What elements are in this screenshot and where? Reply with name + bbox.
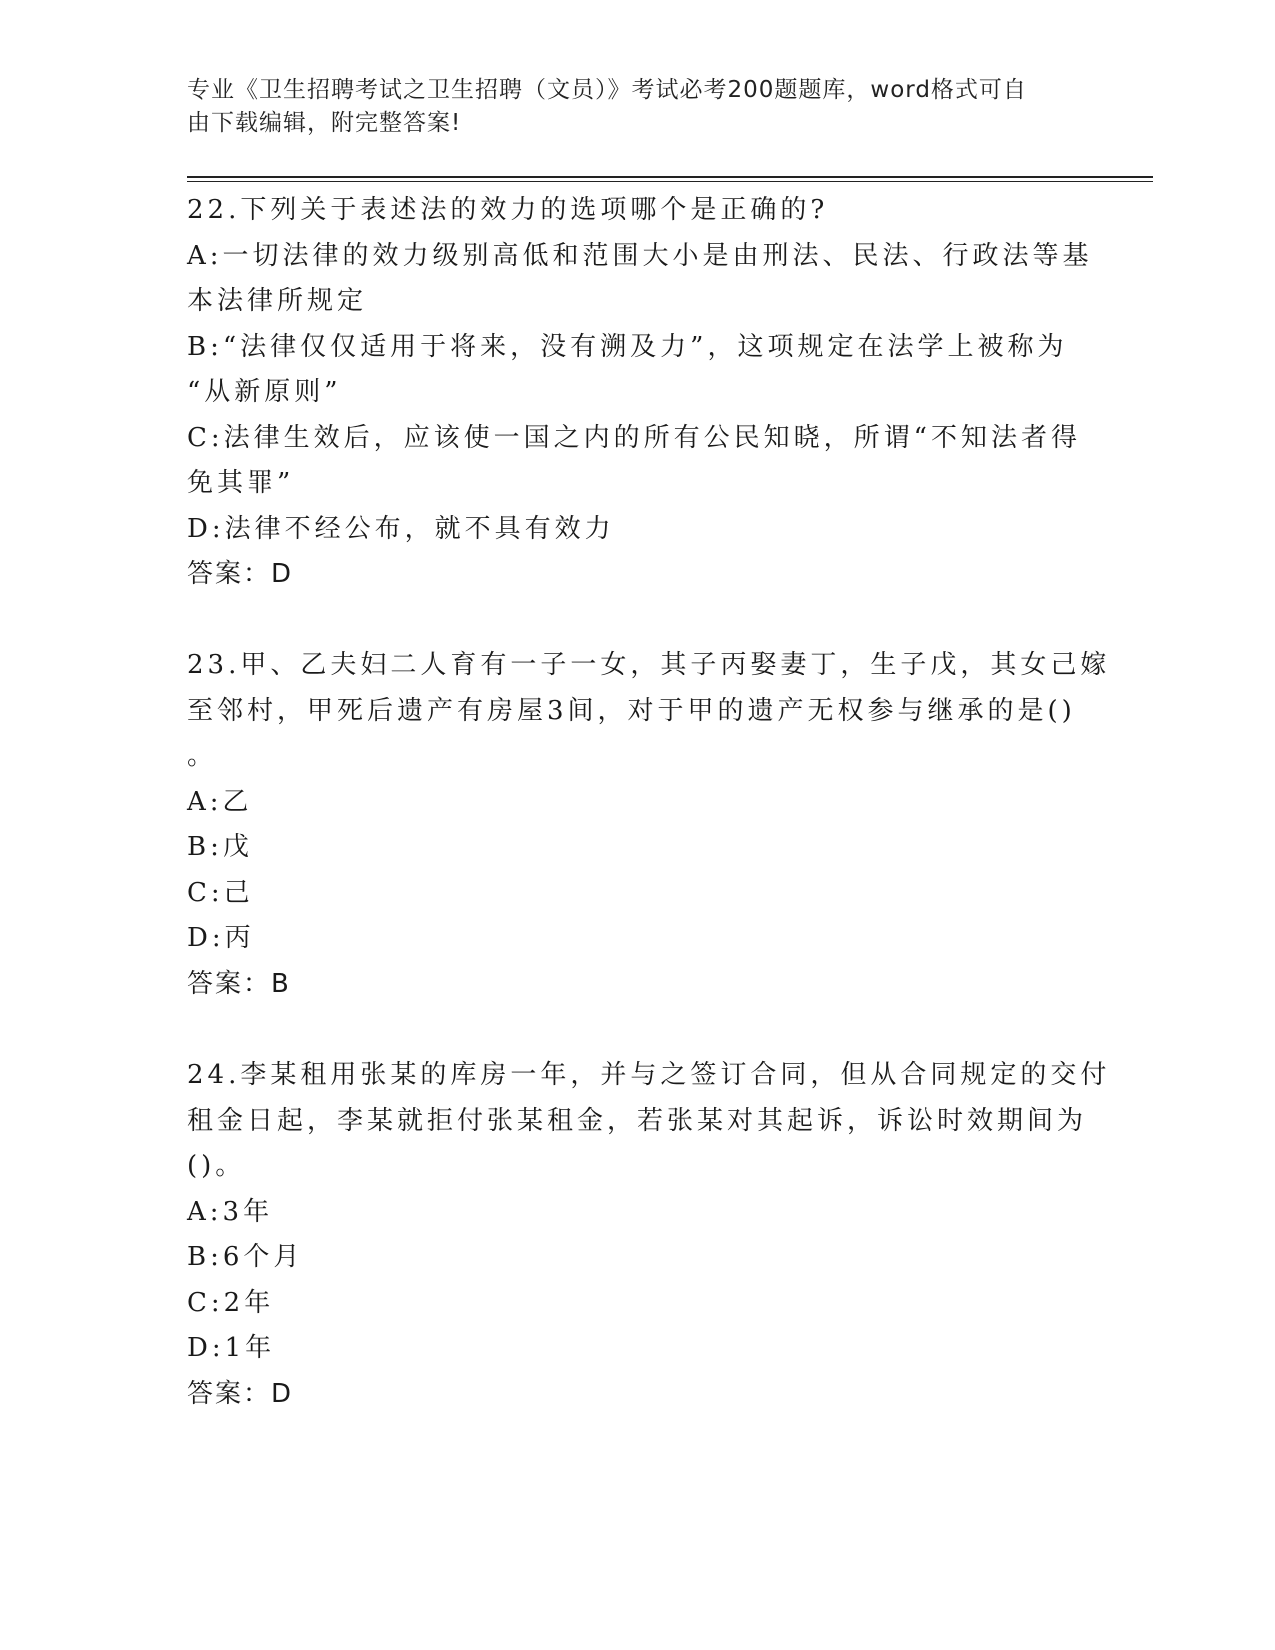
option-b: B:6个月 xyxy=(187,1242,304,1272)
header-divider-thin xyxy=(187,181,1153,182)
option-c: C:2年 xyxy=(187,1287,275,1318)
option-c: C:法律生效后，应该使一国之内的所有公民知晓，所谓“不知法者得 xyxy=(187,422,1081,453)
header-divider-thick xyxy=(187,176,1153,178)
option-b: B:戊 xyxy=(187,832,253,862)
header-line-2: 由下载编辑，附完整答案! xyxy=(187,110,462,136)
option-a: A:3年 xyxy=(187,1196,274,1227)
option-a-continued: 本法律所规定 xyxy=(187,286,368,316)
question-stem: 24.李某租用张某的库房一年，并与之签订合同，但从合同规定的交付 xyxy=(187,1060,1111,1090)
question-stem: 22.下列关于表述法的效力的选项哪个是正确的? xyxy=(187,195,829,225)
header-line-1: 专业《卫生招聘考试之卫生招聘（文员）》考试必考200题题库，word格式可自 xyxy=(187,77,1027,103)
option-d: D:丙 xyxy=(187,923,255,953)
option-a: A:一切法律的效力级别高低和范围大小是由刑法、民法、行政法等基 xyxy=(187,240,1093,271)
option-c: C:己 xyxy=(187,877,254,908)
option-d: D:1年 xyxy=(187,1333,276,1363)
question-23 xyxy=(187,643,1111,1007)
option-c-continued: 免其罪” xyxy=(187,468,295,498)
answer: 答案：D xyxy=(187,559,294,589)
question-24 xyxy=(187,1053,1111,1417)
question-stem: 23.甲、乙夫妇二人育有一子一女，其子丙娶妻丁，生子戊，其女己嫁 xyxy=(187,650,1111,680)
option-a: A:乙 xyxy=(187,786,253,817)
option-b-continued: “从新原则” xyxy=(187,377,342,407)
option-d: D:法律不经公布，就不具有效力 xyxy=(187,513,615,544)
answer: 答案：B xyxy=(187,968,291,999)
question-stem-end: ()。 xyxy=(187,1151,246,1181)
option-b: B:“法律仅仅适用于将来，没有溯及力”，这项规定在法学上被称为 xyxy=(187,331,1068,362)
answer: 答案：D xyxy=(187,1378,294,1409)
question-stem-continued: 租金日起，李某就拒付张某租金，若张某对其起诉，诉讼时效期间为 xyxy=(187,1105,1088,1136)
question-22 xyxy=(187,188,1093,598)
question-stem-end: 。 xyxy=(187,741,218,771)
question-stem-continued: 至邻村，甲死后遗产有房屋3间，对于甲的遗产无权参与继承的是() xyxy=(187,695,1076,726)
document-header xyxy=(187,74,1087,140)
